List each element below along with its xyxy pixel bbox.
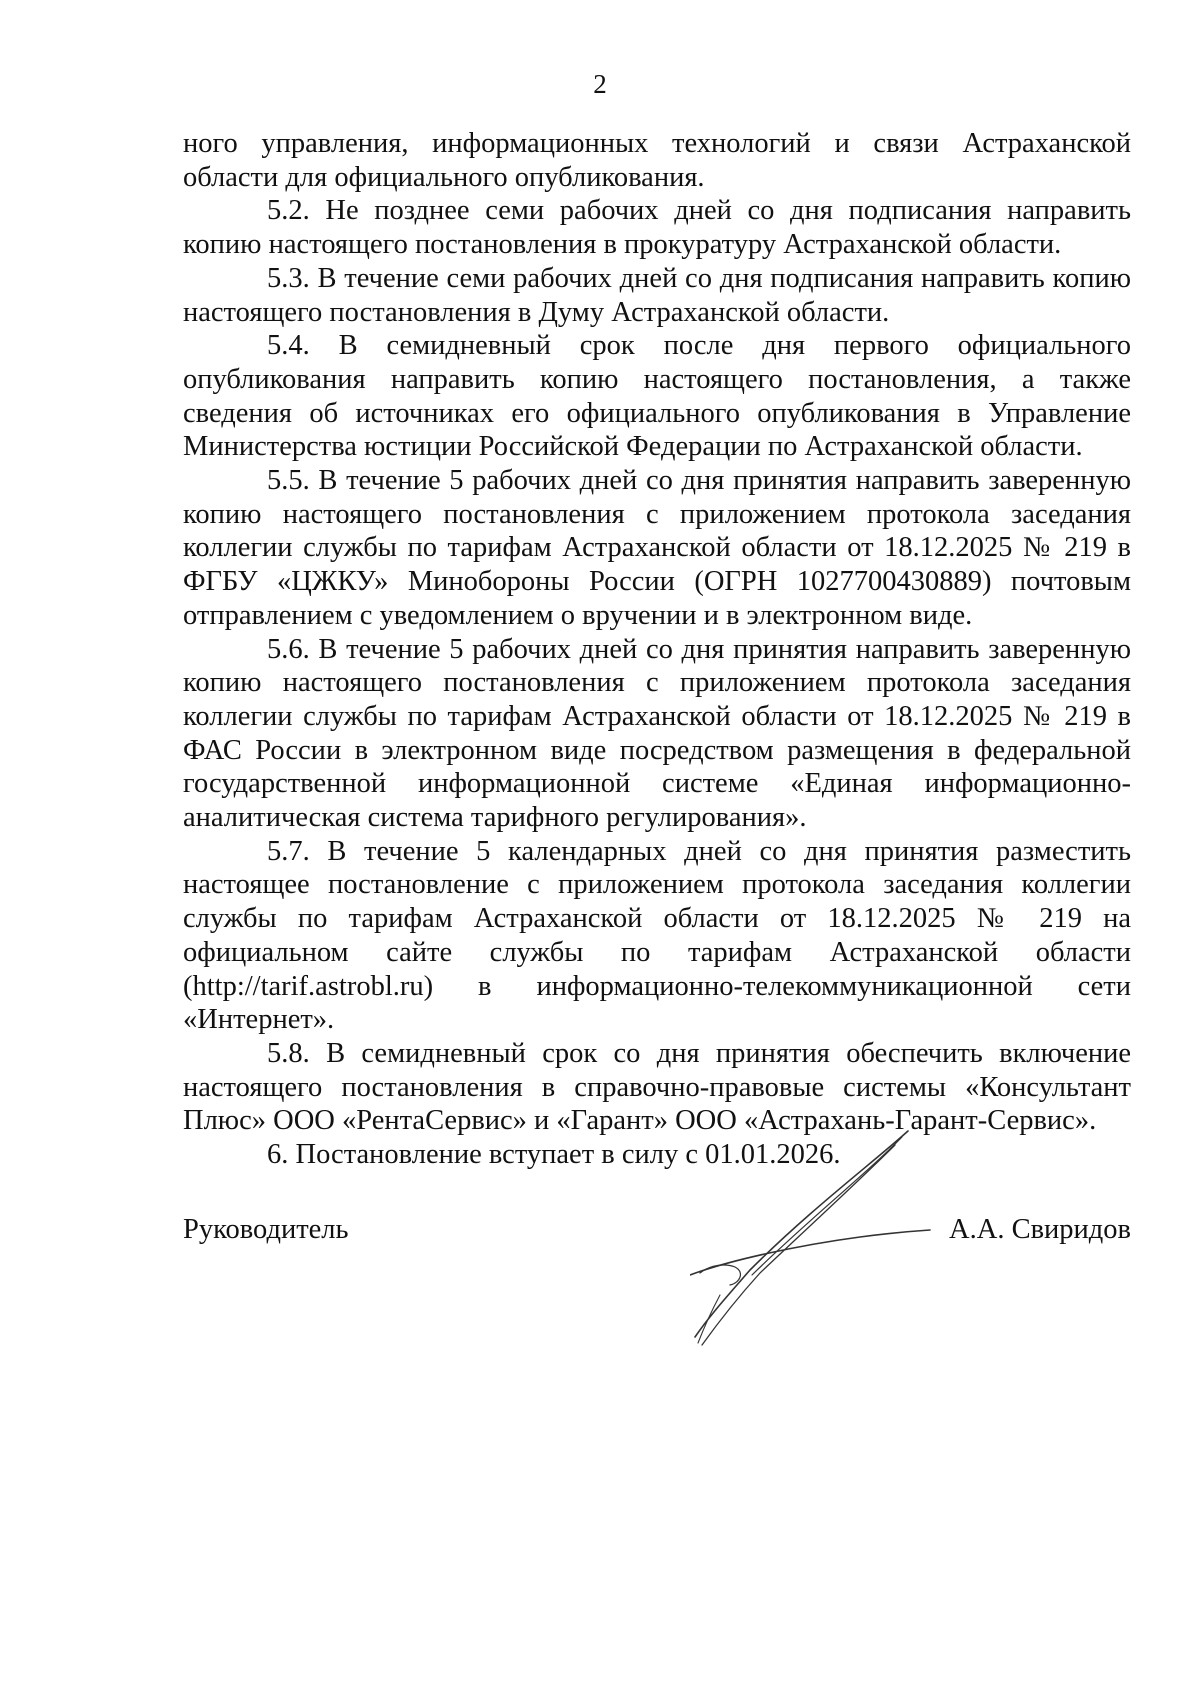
signatory-title: Руководитель: [183, 1214, 349, 1245]
handwritten-signature-icon: [690, 1125, 960, 1350]
paragraph-5-7: 5.7. В течение 5 календарных дней со дня принятия разместить настоящее постановление с приложением протокола заседания коллегии службы по тарифам Астраханской области от 18.12.2025 № 219 на официальном сайте службы по тарифам Астраханской области (http://tarif.astrobl.ru) в информационно-телекоммуникационной сети «Интернет».: [183, 835, 1131, 1036]
document-body: [183, 127, 1131, 1172]
page-number: 2: [593, 69, 607, 99]
paragraph-5-2: 5.2. Не позднее семи рабочих дней со дня подписания направить копию настоящего постановления в прокуратуру Астраханской области.: [183, 195, 1131, 261]
paragraph-5-3: 5.3. В течение семи рабочих дней со дня подписания направить копию настоящего постановления в Думу Астраханской области.: [183, 262, 1131, 328]
signature-block: [183, 1213, 1131, 1253]
paragraph-5-4: 5.4. В семидневный срок после дня первого официального опубликования направить копию настоящего постановления, а также сведения об источниках его официального опубликования в Управление Министерства юстиции Российской Федерации по Астраханской области.: [183, 330, 1131, 463]
paragraph-6: 6. Постановление вступает в силу с 01.01.2026.: [267, 1139, 841, 1171]
paragraph-5-8: 5.8. В семидневный срок со дня принятия обеспечить включение настоящего постановления в справочно-правовые системы «Консультант Плюс» ООО «РентаСервис» и «Гарант» ООО «Астрахань-Гарант-Сервис».: [183, 1037, 1131, 1137]
paragraph-continuation: ного управления, информационных технологий и связи Астраханской области для официального опубликования.: [183, 128, 1131, 193]
signatory-name: А.А. Свиридов: [949, 1214, 1131, 1245]
paragraph-5-6: 5.6. В течение 5 рабочих дней со дня принятия направить заверенную копию настоящего постановления с приложением протокола заседания коллегии службы по тарифам Астраханской области от 18.12.2025 № 219 в ФАС России в электронном виде посредством размещения в федеральной государственной информационной системе «Единая информационно-аналитическая система тарифного регулирования».: [183, 633, 1131, 834]
paragraph-5-5: 5.5. В течение 5 рабочих дней со дня принятия направить заверенную копию настоящего постановления с приложением протокола заседания коллегии службы по тарифам Астраханской области от 18.12.2025 № 219 в ФГБУ «ЦЖКУ» Минобороны России (ОГРН 1027700430889) почтовым отправлением с уведомлением о вручении и в электронном виде.: [183, 465, 1131, 631]
